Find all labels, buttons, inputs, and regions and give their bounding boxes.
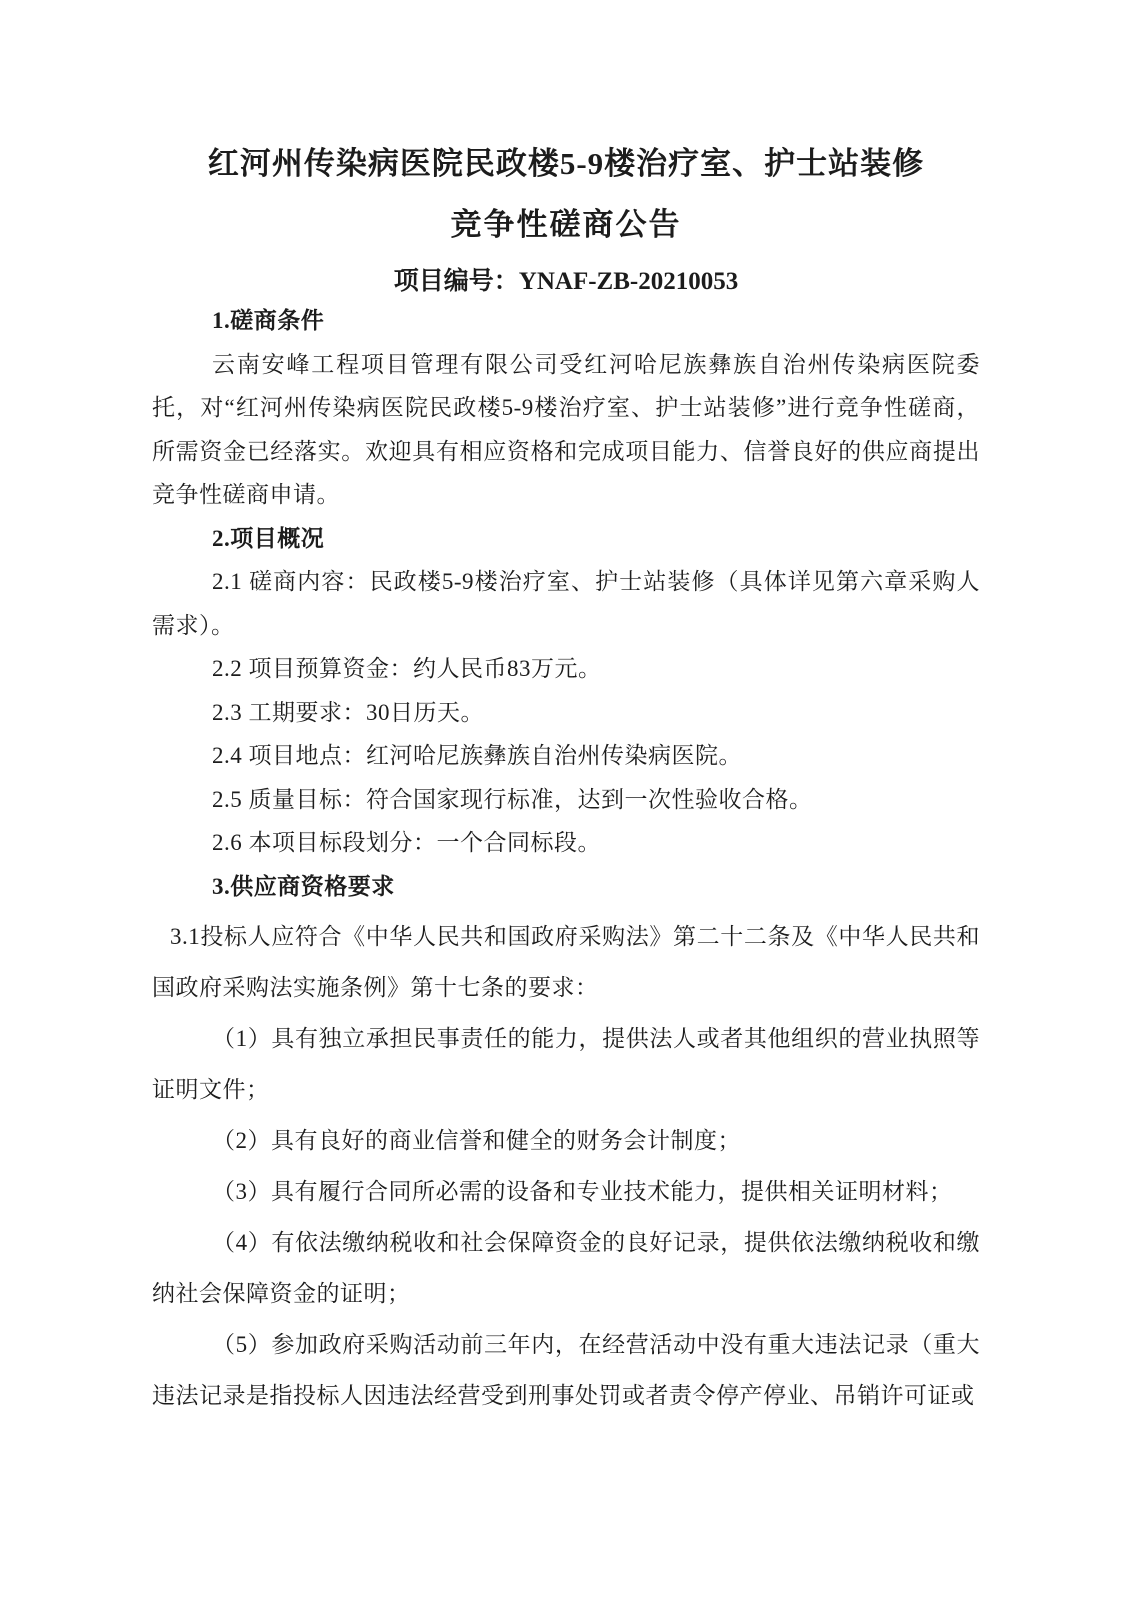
paragraph: 3.1投标人应符合《中华人民共和国政府采购法》第二十二条及《中华人民共和国政府采购法实施条例》第十七条的要求： <box>152 924 980 1000</box>
paragraph: 2.3 工期要求：30日历天。 <box>212 699 484 725</box>
document-body-top <box>152 299 980 908</box>
paragraph: （4）有依法缴纳税收和社会保障资金的良好记录，提供依法缴纳税收和缴纳社会保障资金的证明； <box>152 1230 980 1306</box>
page-subtitle: 竞争性磋商公告 <box>450 207 682 242</box>
paragraph: （2）具有良好的商业信誉和健全的财务会计制度； <box>212 1128 741 1153</box>
paragraph: 2.2 项目预算资金：约人民币83万元。 <box>212 656 602 681</box>
paragraph: 2.1 磋商内容：民政楼5-9楼治疗室、护士站装修（具体详见第六章采购人需求）。 <box>152 569 980 638</box>
section-supplier-qualifications <box>152 911 980 1421</box>
section-negotiation-conditions <box>152 299 980 517</box>
paragraph: （5）参加政府采购活动前三年内，在经营活动中没有重大违法记录（重大违法记录是指投标人因违法经营受到刑事处罚或者责令停产停业、吊销许可证或 <box>152 1332 980 1408</box>
section-heading: 3.供应商资格要求 <box>212 873 395 899</box>
paragraph: 2.5 质量目标：符合国家现行标准，达到一次性验收合格。 <box>212 786 813 812</box>
project-number-label: 项目编号： <box>393 268 519 295</box>
section-heading: 2.项目概况 <box>212 525 325 551</box>
page-title: 红河州传染病医院民政楼5-9楼治疗室、护士站装修 <box>207 146 925 181</box>
paragraph: （3）具有履行合同所必需的设备和专业技术能力，提供相关证明材料； <box>212 1179 953 1204</box>
paragraph: 2.6 本项目标段划分：一个合同标段。 <box>212 830 601 855</box>
section-project-overview <box>152 517 980 865</box>
section-heading: 1.磋商条件 <box>212 308 325 333</box>
project-number-value: YNAF-ZB-20210053 <box>518 268 739 295</box>
project-number <box>152 267 980 297</box>
paragraph: 2.4 项目地点：红河哈尼族彝族自治州传染病医院。 <box>212 743 742 768</box>
paragraph: 云南安峰工程项目管理有限公司受红河哈尼族彝族自治州传染病医院委托，对“红河州传染病医院民政楼5-9楼治疗室、护士站装修”进行竞争性磋商，所需资金已经落实。欢迎具有相应资格和完成项目能力、信誉良好的供应商提出竞争性磋商申请。 <box>152 351 980 507</box>
paragraph: （1）具有独立承担民事责任的能力，提供法人或者其他组织的营业执照等证明文件； <box>152 1026 980 1102</box>
